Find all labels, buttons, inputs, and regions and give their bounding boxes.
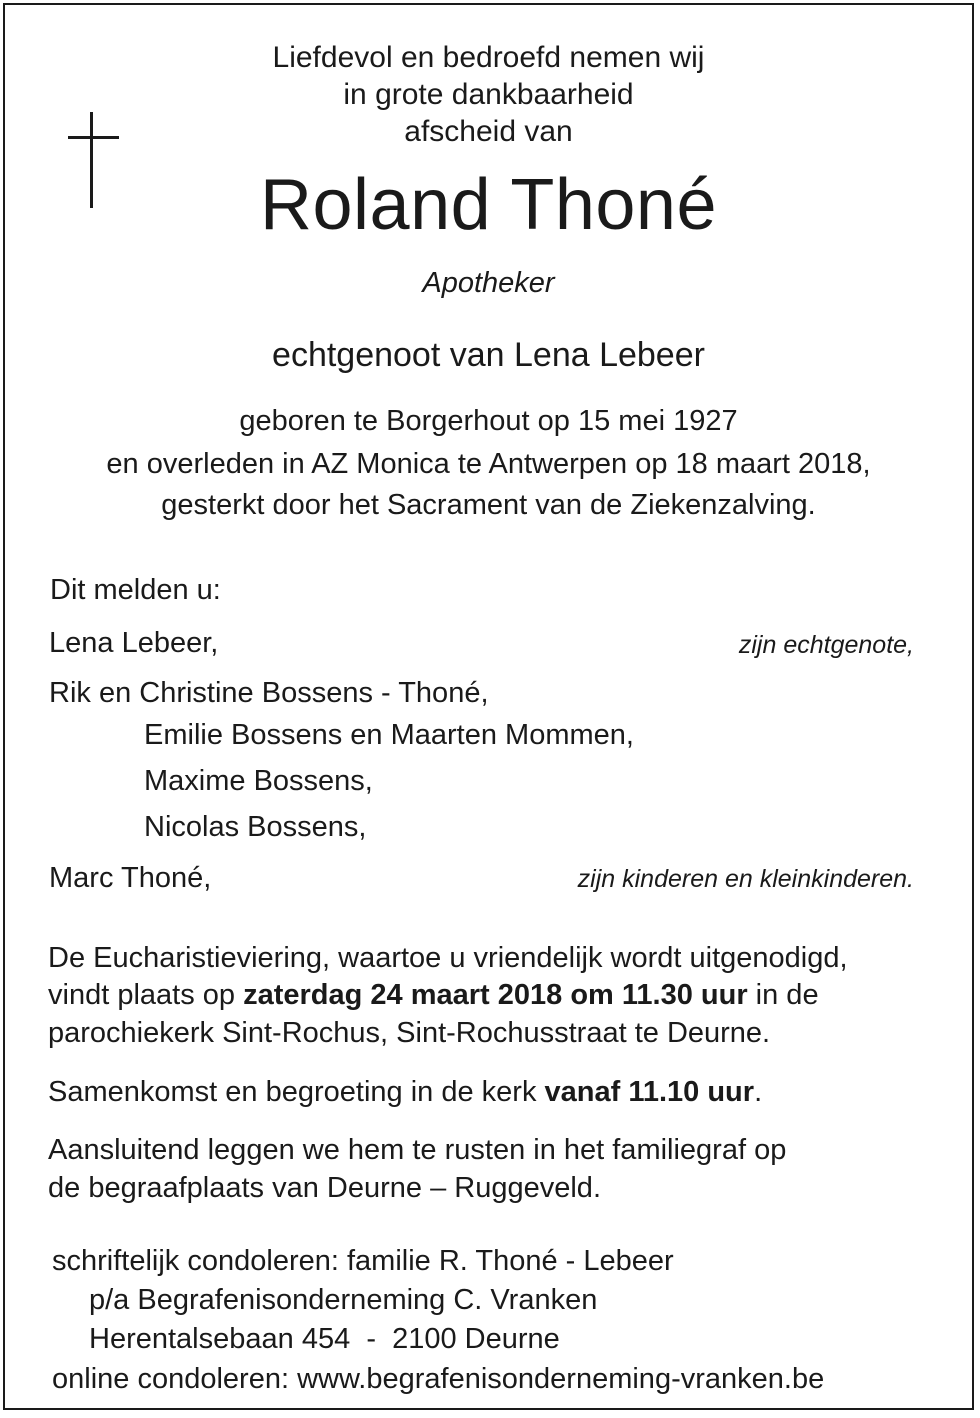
birth-line: geboren te Borgerhout op 15 mei 1927	[239, 405, 738, 437]
service-datetime: zaterdag 24 maart 2018 om 11.30 uur	[243, 979, 748, 1011]
gathering-line: Samenkomst en begroeting in de kerk vanaf 11.10 uur.	[48, 1076, 763, 1108]
family-lena: Lena Lebeer,	[49, 627, 219, 659]
intro-line-1: Liefdevol en bedroefd nemen wij	[272, 41, 705, 74]
intro-line-2: in grote dankbaarheid	[343, 78, 634, 111]
gathering-time: vanaf 11.10 uur	[544, 1076, 755, 1108]
burial-line-1: Aansluitend leggen we hem te rusten in het familiegraf op	[48, 1134, 787, 1166]
grandchild-maxime: Maxime Bossens,	[144, 765, 373, 797]
spouse-line: echtgenoot van Lena Lebeer	[272, 336, 705, 374]
condolence-online: online condoleren: www.begrafenisonderneming-vranken.be	[52, 1363, 825, 1395]
service-line-3: parochiekerk Sint-Rochus, Sint-Rochusstraat te Deurne.	[48, 1017, 771, 1049]
family-children-role: zijn kinderen en kleinkinderen.	[577, 865, 914, 893]
family-rik: Rik en Christine Bossens - Thoné,	[49, 677, 489, 709]
condolence-po: p/a Begrafenisonderneming C. Vranken	[89, 1284, 598, 1316]
death-line: en overleden in AZ Monica te Antwerpen op 18 maart 2018,	[106, 448, 871, 480]
service-line-1: De Eucharistieviering, waartoe u vriendelijk wordt uitgenodigd,	[48, 942, 848, 974]
grandchild-nicolas: Nicolas Bossens,	[144, 811, 367, 843]
announce-line: Dit melden u:	[50, 574, 221, 606]
condolence-address: Herentalsebaan 454 - 2100 Deurne	[89, 1323, 560, 1355]
intro-line-3: afscheid van	[404, 115, 573, 148]
burial-line-2: de begraafplaats van Deurne – Ruggeveld.	[48, 1172, 601, 1204]
deceased-name: Roland Thoné	[259, 165, 718, 245]
obituary-card	[3, 3, 974, 1410]
family-marc: Marc Thoné,	[49, 862, 212, 894]
service-line-2: vindt plaats op zaterdag 24 maart 2018 om 11.30 uur in de	[48, 979, 819, 1011]
profession: Apotheker	[422, 267, 555, 299]
condolence-written: schriftelijk condoleren: familie R. Thoné - Lebeer	[52, 1245, 674, 1277]
sacrament-line: gesterkt door het Sacrament van de Ziekenzalving.	[161, 489, 816, 521]
grandchild-emilie: Emilie Bossens en Maarten Mommen,	[144, 719, 634, 751]
family-lena-role: zijn echtgenote,	[738, 631, 914, 659]
